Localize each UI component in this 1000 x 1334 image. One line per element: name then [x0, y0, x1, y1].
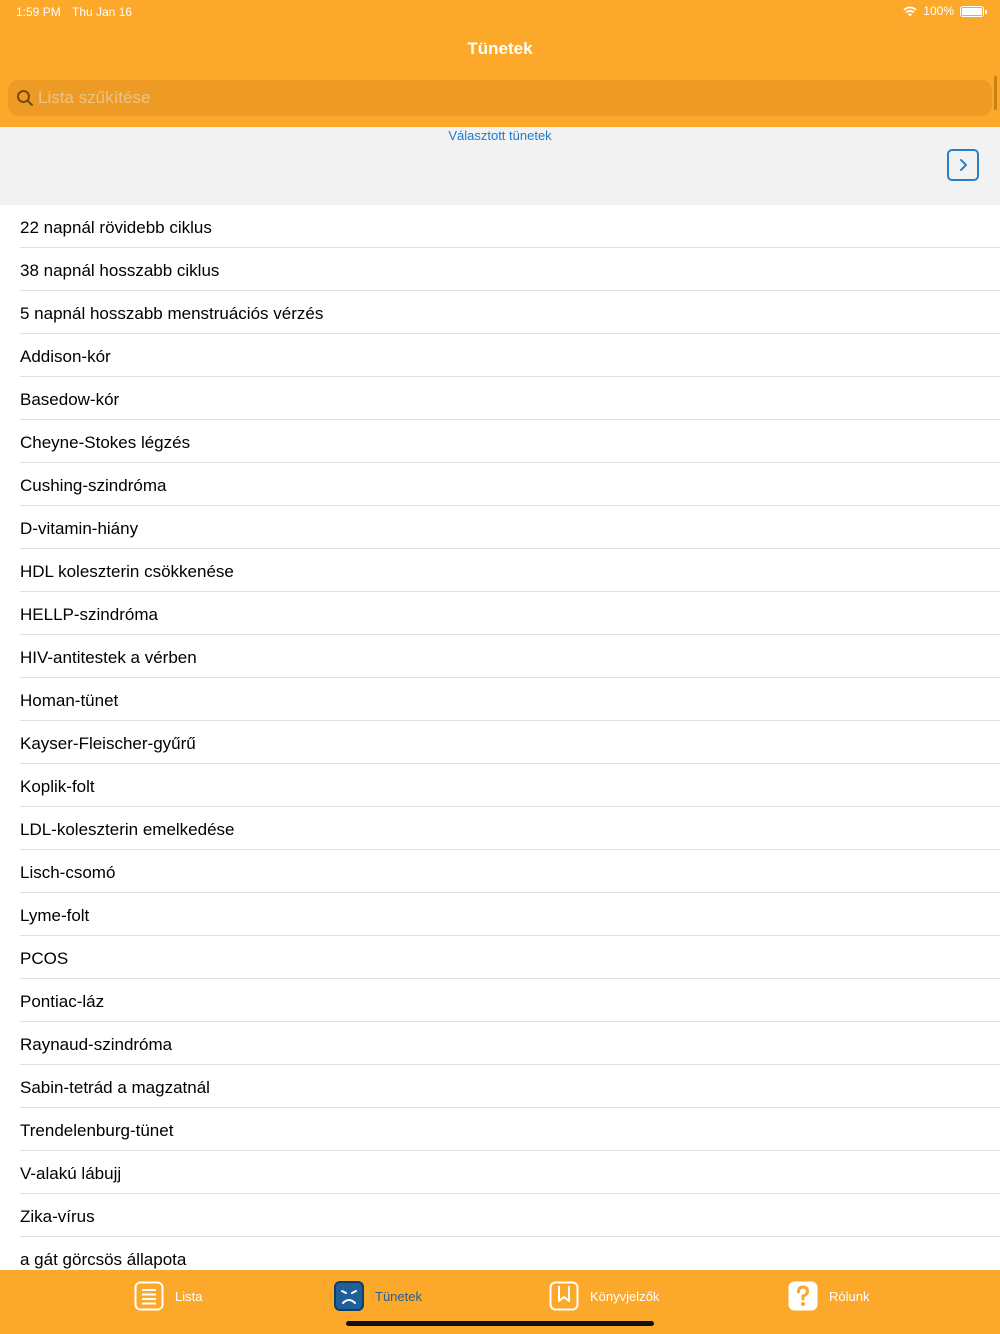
list-item[interactable] [20, 248, 1000, 291]
list-item-label: HIV-antitestek a vérben [20, 648, 197, 667]
home-indicator[interactable] [346, 1321, 654, 1326]
list-item-label: Kayser-Fleischer-gyűrű [20, 734, 196, 753]
chevron-right-icon [957, 158, 969, 172]
list-item[interactable] [20, 1108, 1000, 1151]
status-bar [0, 0, 1000, 24]
list-item-label: V-alakú lábujj [20, 1164, 122, 1183]
selected-symptoms-label: Választott tünetek [448, 128, 552, 143]
battery-icon [960, 6, 984, 17]
question-icon [788, 1281, 818, 1311]
list-item[interactable] [20, 592, 1000, 635]
list-item-label: Zika-vírus [20, 1207, 95, 1226]
list-item[interactable] [20, 205, 1000, 248]
tab-label: Könyvjelzők [590, 1288, 660, 1304]
tab-rolunk[interactable] [788, 1280, 869, 1312]
search-bar [0, 72, 1000, 127]
battery-percent: 100% [923, 4, 954, 18]
scroll-indicator[interactable] [994, 76, 997, 110]
status-right [903, 4, 984, 18]
list-item-label: Trendelenburg-tünet [20, 1121, 174, 1140]
list-item-label: LDL-koleszterin emelkedése [20, 820, 235, 839]
tab-label: Tünetek [375, 1288, 422, 1304]
list-item-label: Lyme-folt [20, 906, 90, 925]
navigation-bar [0, 24, 1000, 72]
symptom-list [0, 205, 1000, 1280]
list-item-label: D-vitamin-hiány [20, 519, 139, 538]
list-item-label: HELLP-szindróma [20, 605, 158, 624]
list-item[interactable] [20, 506, 1000, 549]
list-item[interactable] [20, 291, 1000, 334]
tab-tunetek[interactable] [334, 1280, 422, 1312]
list-item-label: a gát görcsös állapota [20, 1250, 187, 1269]
list-item-label: Cushing-szindróma [20, 476, 167, 495]
list-item-label: Sabin-tetrád a magzatnál [20, 1078, 210, 1097]
tab-konyvjelzok[interactable] [549, 1280, 659, 1312]
list-item[interactable] [20, 420, 1000, 463]
tab-label: Lista [175, 1288, 203, 1304]
next-button[interactable] [947, 149, 979, 181]
list-item[interactable] [20, 1065, 1000, 1108]
list-item[interactable] [20, 334, 1000, 377]
list-item-label: Addison-kór [20, 347, 111, 366]
list-item[interactable] [20, 764, 1000, 807]
status-date: Thu Jan 16 [72, 5, 133, 19]
list-item-label: Basedow-kór [20, 390, 120, 409]
list-item[interactable] [20, 1194, 1000, 1237]
search-icon [16, 89, 34, 107]
list-item[interactable] [20, 1151, 1000, 1194]
list-item[interactable] [20, 936, 1000, 979]
list-item[interactable] [20, 979, 1000, 1022]
bookmark-icon [549, 1281, 579, 1311]
list-item-label: 5 napnál hosszabb menstruációs vérzés [20, 304, 324, 323]
list-item[interactable] [20, 377, 1000, 420]
list-icon [134, 1281, 164, 1311]
list-item-label: Homan-tünet [20, 691, 119, 710]
list-item[interactable] [20, 1022, 1000, 1065]
list-item-label: 22 napnál rövidebb ciklus [20, 218, 212, 237]
list-item[interactable] [20, 807, 1000, 850]
list-item-label: Koplik-folt [20, 777, 95, 796]
wifi-icon [903, 6, 917, 17]
list-item-label: Raynaud-szindróma [20, 1035, 173, 1054]
list-item-label: HDL koleszterin csökkenése [20, 562, 234, 581]
sad-face-icon [334, 1281, 364, 1311]
list-item[interactable] [20, 549, 1000, 592]
selected-symptoms-section [0, 127, 1000, 205]
list-item[interactable] [20, 721, 1000, 764]
tab-label: Rólunk [829, 1288, 870, 1304]
search-field[interactable] [8, 80, 992, 116]
list-item-label: PCOS [20, 949, 69, 968]
search-input[interactable] [38, 80, 978, 116]
list-item-label: 38 napnál hosszabb ciklus [20, 261, 220, 280]
list-item[interactable] [20, 463, 1000, 506]
list-item-label: Lisch-csomó [20, 863, 116, 882]
tab-lista[interactable] [134, 1280, 202, 1312]
list-item[interactable] [20, 635, 1000, 678]
list-item[interactable] [20, 893, 1000, 936]
status-time: 1:59 PM [16, 5, 61, 19]
list-item[interactable] [20, 678, 1000, 721]
list-item[interactable] [20, 850, 1000, 893]
list-item-label: Cheyne-Stokes légzés [20, 433, 191, 452]
list-item-label: Pontiac-láz [20, 992, 105, 1011]
page-title: Tünetek [467, 39, 533, 58]
